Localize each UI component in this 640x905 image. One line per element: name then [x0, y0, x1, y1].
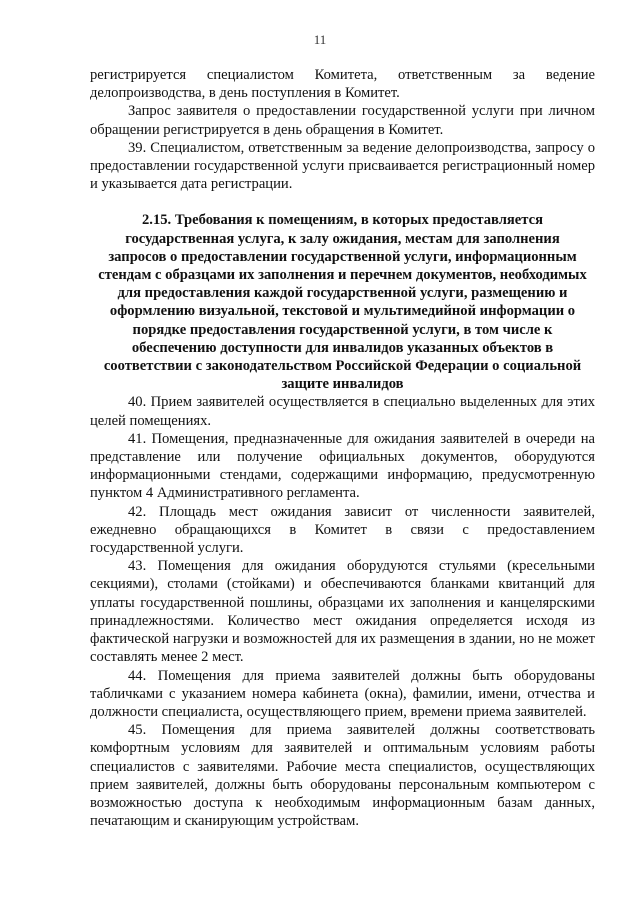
paragraph-44: 44. Помещения для приема заявителей должны быть оборудованы табличками с указанием номера кабинета (окна), фамилии, имени, отчества и должности специалиста, осуществляющего прием, времени приема заявителей.: [90, 667, 595, 720]
paragraph-43: 43. Помещения для ожидания оборудуются стульями (кресельными секциями), столами (стойками) и обеспечиваются бланками квитанций для уплаты государственной пошлины, образцами их заполнения и канцелярскими принадлежностями. Количество мест ожидания определяется исходя из фактической нагрузки и возможностей для их размещения в здании, но не может составлять менее 2 мест.: [90, 558, 595, 666]
paragraph-40: 40. Прием заявителей осуществляется в специально выделенных для этих целей помещениях.: [90, 394, 595, 429]
section-heading: 2.15. Требования к помещениям, в которых предоставляется государственная услуга, к залу ожидания, местам для заполнения запросов о предоставлении государственной услуги, информационным стендам с образцами их заполнения и перечнем документов, необходимых для предоставления каждой государственной услуги, размещению и оформлению визуальной, текстовой и мультимедийной информации о порядке предоставления государственной услуги, в том числе к обеспечению доступности для инвалидов указанных объектов в соответствии с законодательством Российской Федерации о социальной защите инвалидов: [98, 212, 587, 393]
paragraph-39: 39. Специалистом, ответственным за ведение делопроизводства, запросу о предоставлении государственной услуги присваивается регистрационный номер и указывается дата регистрации.: [90, 139, 595, 193]
page-number: 11: [313, 32, 327, 47]
paragraph-request-registration: Запрос заявителя о предоставлении государственной услуги при личном обращении регистрируется в день обращения в Комитет.: [90, 103, 595, 138]
paragraph-42: 42. Площадь мест ожидания зависит от численности заявителей, ежедневно обращающихся в Комитет в связи с предоставлением государственной услуги.: [90, 503, 595, 557]
document-body: [90, 66, 595, 830]
paragraph-45: 45. Помещения для приема заявителей должны соответствовать комфортным условиям для заявителей и оптимальным условиям работы специалистов с заявителями. Рабочие места специалистов, осуществляющих прием заявителей, должны быть оборудованы персональным компьютером с возможностью доступа к необходимым информационным базам данных, печатающим и сканирующим устройствам.: [90, 722, 595, 830]
paragraph-continuation: регистрируется специалистом Комитета, ответственным за ведение делопроизводства, в день поступления в Комитет.: [90, 67, 595, 102]
paragraph-41: 41. Помещения, предназначенные для ожидания заявителей в очереди на представление или получение официальных документов, оборудуются информационными стендами, содержащими информацию, предусмотренную пунктом 4 Административного регламента.: [90, 430, 595, 502]
section-spacer: [90, 193, 595, 211]
